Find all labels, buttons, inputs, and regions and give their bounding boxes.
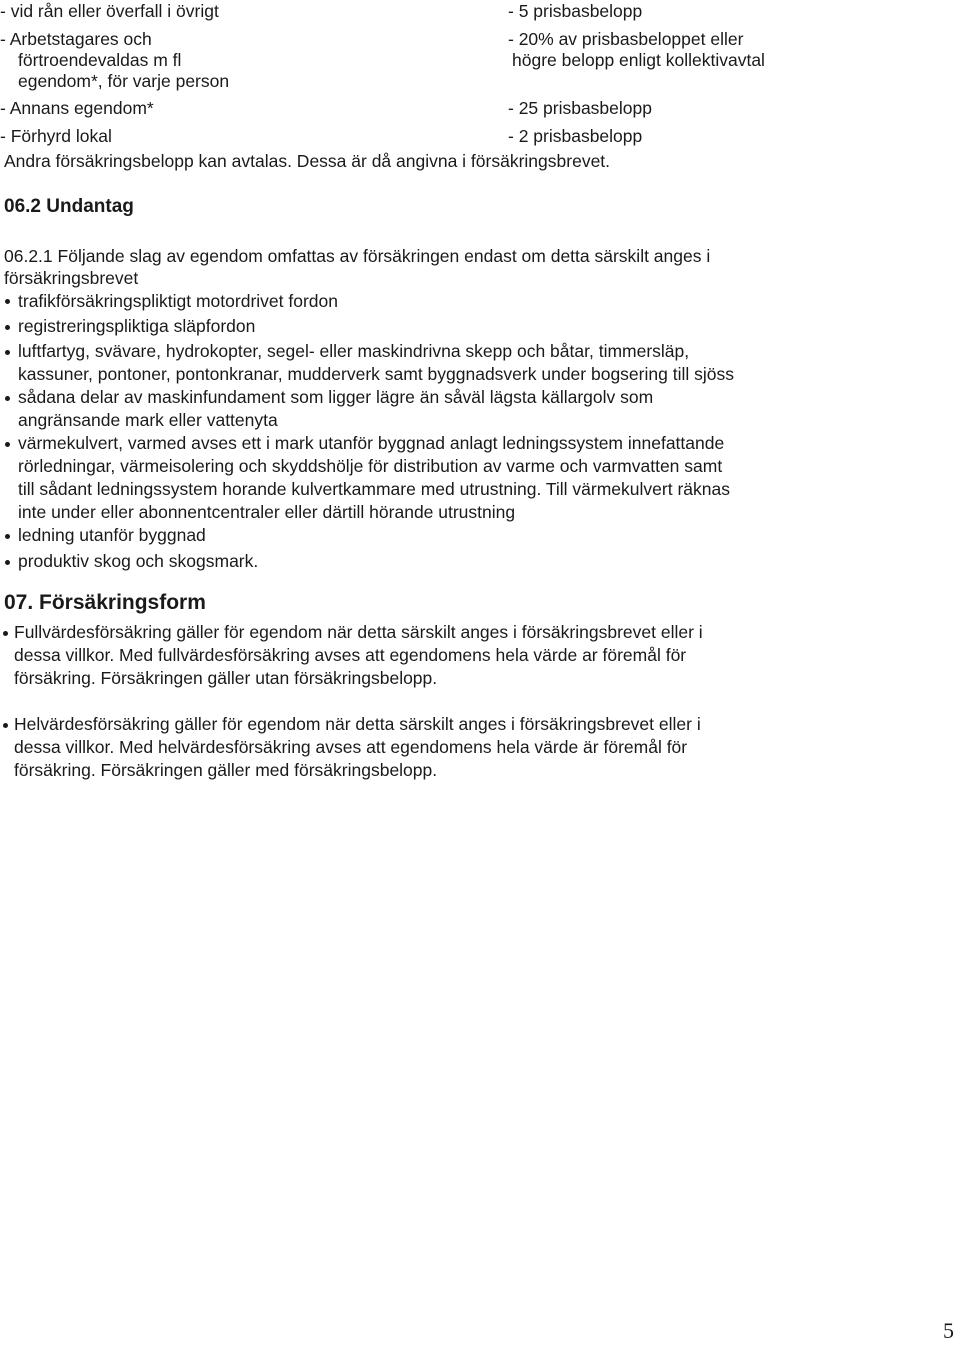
list-item: till sådant ledningssystem horande kulvertkammare med utrustning. Till värmekulvert räknas	[18, 479, 730, 499]
other-amounts-note: Andra försäkringsbelopp kan avtalas. Dessa är då angivna i försäkringsbrevet.	[4, 151, 611, 171]
limit-item-label: förtroendevaldas m fl	[18, 50, 182, 70]
limit-item-label: egendom*, för varje person	[18, 71, 230, 91]
page-number: 5	[943, 1318, 954, 1343]
bullet-icon	[5, 350, 10, 355]
list-item: Helvärdesförsäkring gäller för egendom när detta särskilt anges i försäkringsbrevet eller i	[14, 714, 701, 734]
section-heading-07: 07. Försäkringsform	[4, 591, 206, 614]
limit-item-label: - vid rån eller överfall i övrigt	[0, 1, 219, 21]
bullet-icon	[5, 325, 10, 330]
list-item: produktiv skog och skogsmark.	[18, 551, 259, 571]
list-item: Fullvärdesförsäkring gäller för egendom när detta särskilt anges i försäkringsbrevet eller i	[14, 622, 703, 642]
bullet-icon	[5, 299, 10, 304]
list-item: försäkring. Försäkringen gäller utan försäkringsbelopp.	[14, 668, 438, 688]
list-item: ledning utanför byggnad	[18, 525, 206, 545]
bullet-icon	[5, 560, 10, 565]
section-intro: 06.2.1 Följande slag av egendom omfattas av försäkringen endast om detta särskilt anges i	[4, 246, 711, 266]
list-item: registreringspliktiga släpfordon	[18, 316, 256, 336]
list-item: inte under eller abonnentcentraler eller därtill hörande utrustning	[18, 502, 516, 522]
limit-item-value: - 25 prisbasbelopp	[508, 98, 652, 118]
limit-item-value: - 20% av prisbasbeloppet eller	[508, 29, 744, 49]
limit-item-value: - 2 prisbasbelopp	[508, 126, 643, 146]
limit-item-value: högre belopp enligt kollektivavtal	[512, 50, 765, 70]
section-heading-0602: 06.2 Undantag	[4, 196, 134, 217]
list-item: trafikförsäkringspliktigt motordrivet fordon	[18, 291, 338, 311]
list-item: dessa villkor. Med fullvärdesförsäkring avses att egendomens hela värde ar föremål för	[14, 645, 687, 665]
list-item: luftfartyg, svävare, hydrokopter, segel- eller maskindrivna skepp och båtar, timmersläp,	[18, 341, 690, 361]
bullet-icon	[5, 534, 10, 539]
list-item: sådana delar av maskinfundament som ligger lägre än såväl lägsta källargolv som	[18, 387, 654, 407]
bullet-icon	[3, 631, 8, 636]
list-item: angränsande mark eller vattenyta	[18, 410, 278, 430]
limit-item-label: - Arbetstagares och	[0, 29, 152, 49]
limit-item-label: - Förhyrd lokal	[0, 126, 112, 146]
list-item: försäkring. Försäkringen gäller med försäkringsbelopp.	[14, 760, 438, 780]
list-item: kassuner, pontoner, pontonkranar, mudderverk samt byggnadsverk under bogsering till sjöss	[18, 364, 734, 384]
list-item: dessa villkor. Med helvärdesförsäkring avses att egendomens hela värde är föremål för	[14, 737, 688, 757]
section-intro: försäkringsbrevet	[4, 268, 139, 288]
list-item: värmekulvert, varmed avses ett i mark utanför byggnad anlagt ledningssystem innefattande	[18, 433, 725, 453]
list-item: rörledningar, värmeisolering och skyddshölje för distribution av varme och varmvatten samt	[18, 456, 723, 476]
limit-item-value: - 5 prisbasbelopp	[508, 1, 643, 21]
bullet-icon	[5, 396, 10, 401]
limit-item-label: - Annans egendom*	[0, 98, 154, 118]
bullet-icon	[3, 723, 8, 728]
bullet-icon	[5, 442, 10, 447]
